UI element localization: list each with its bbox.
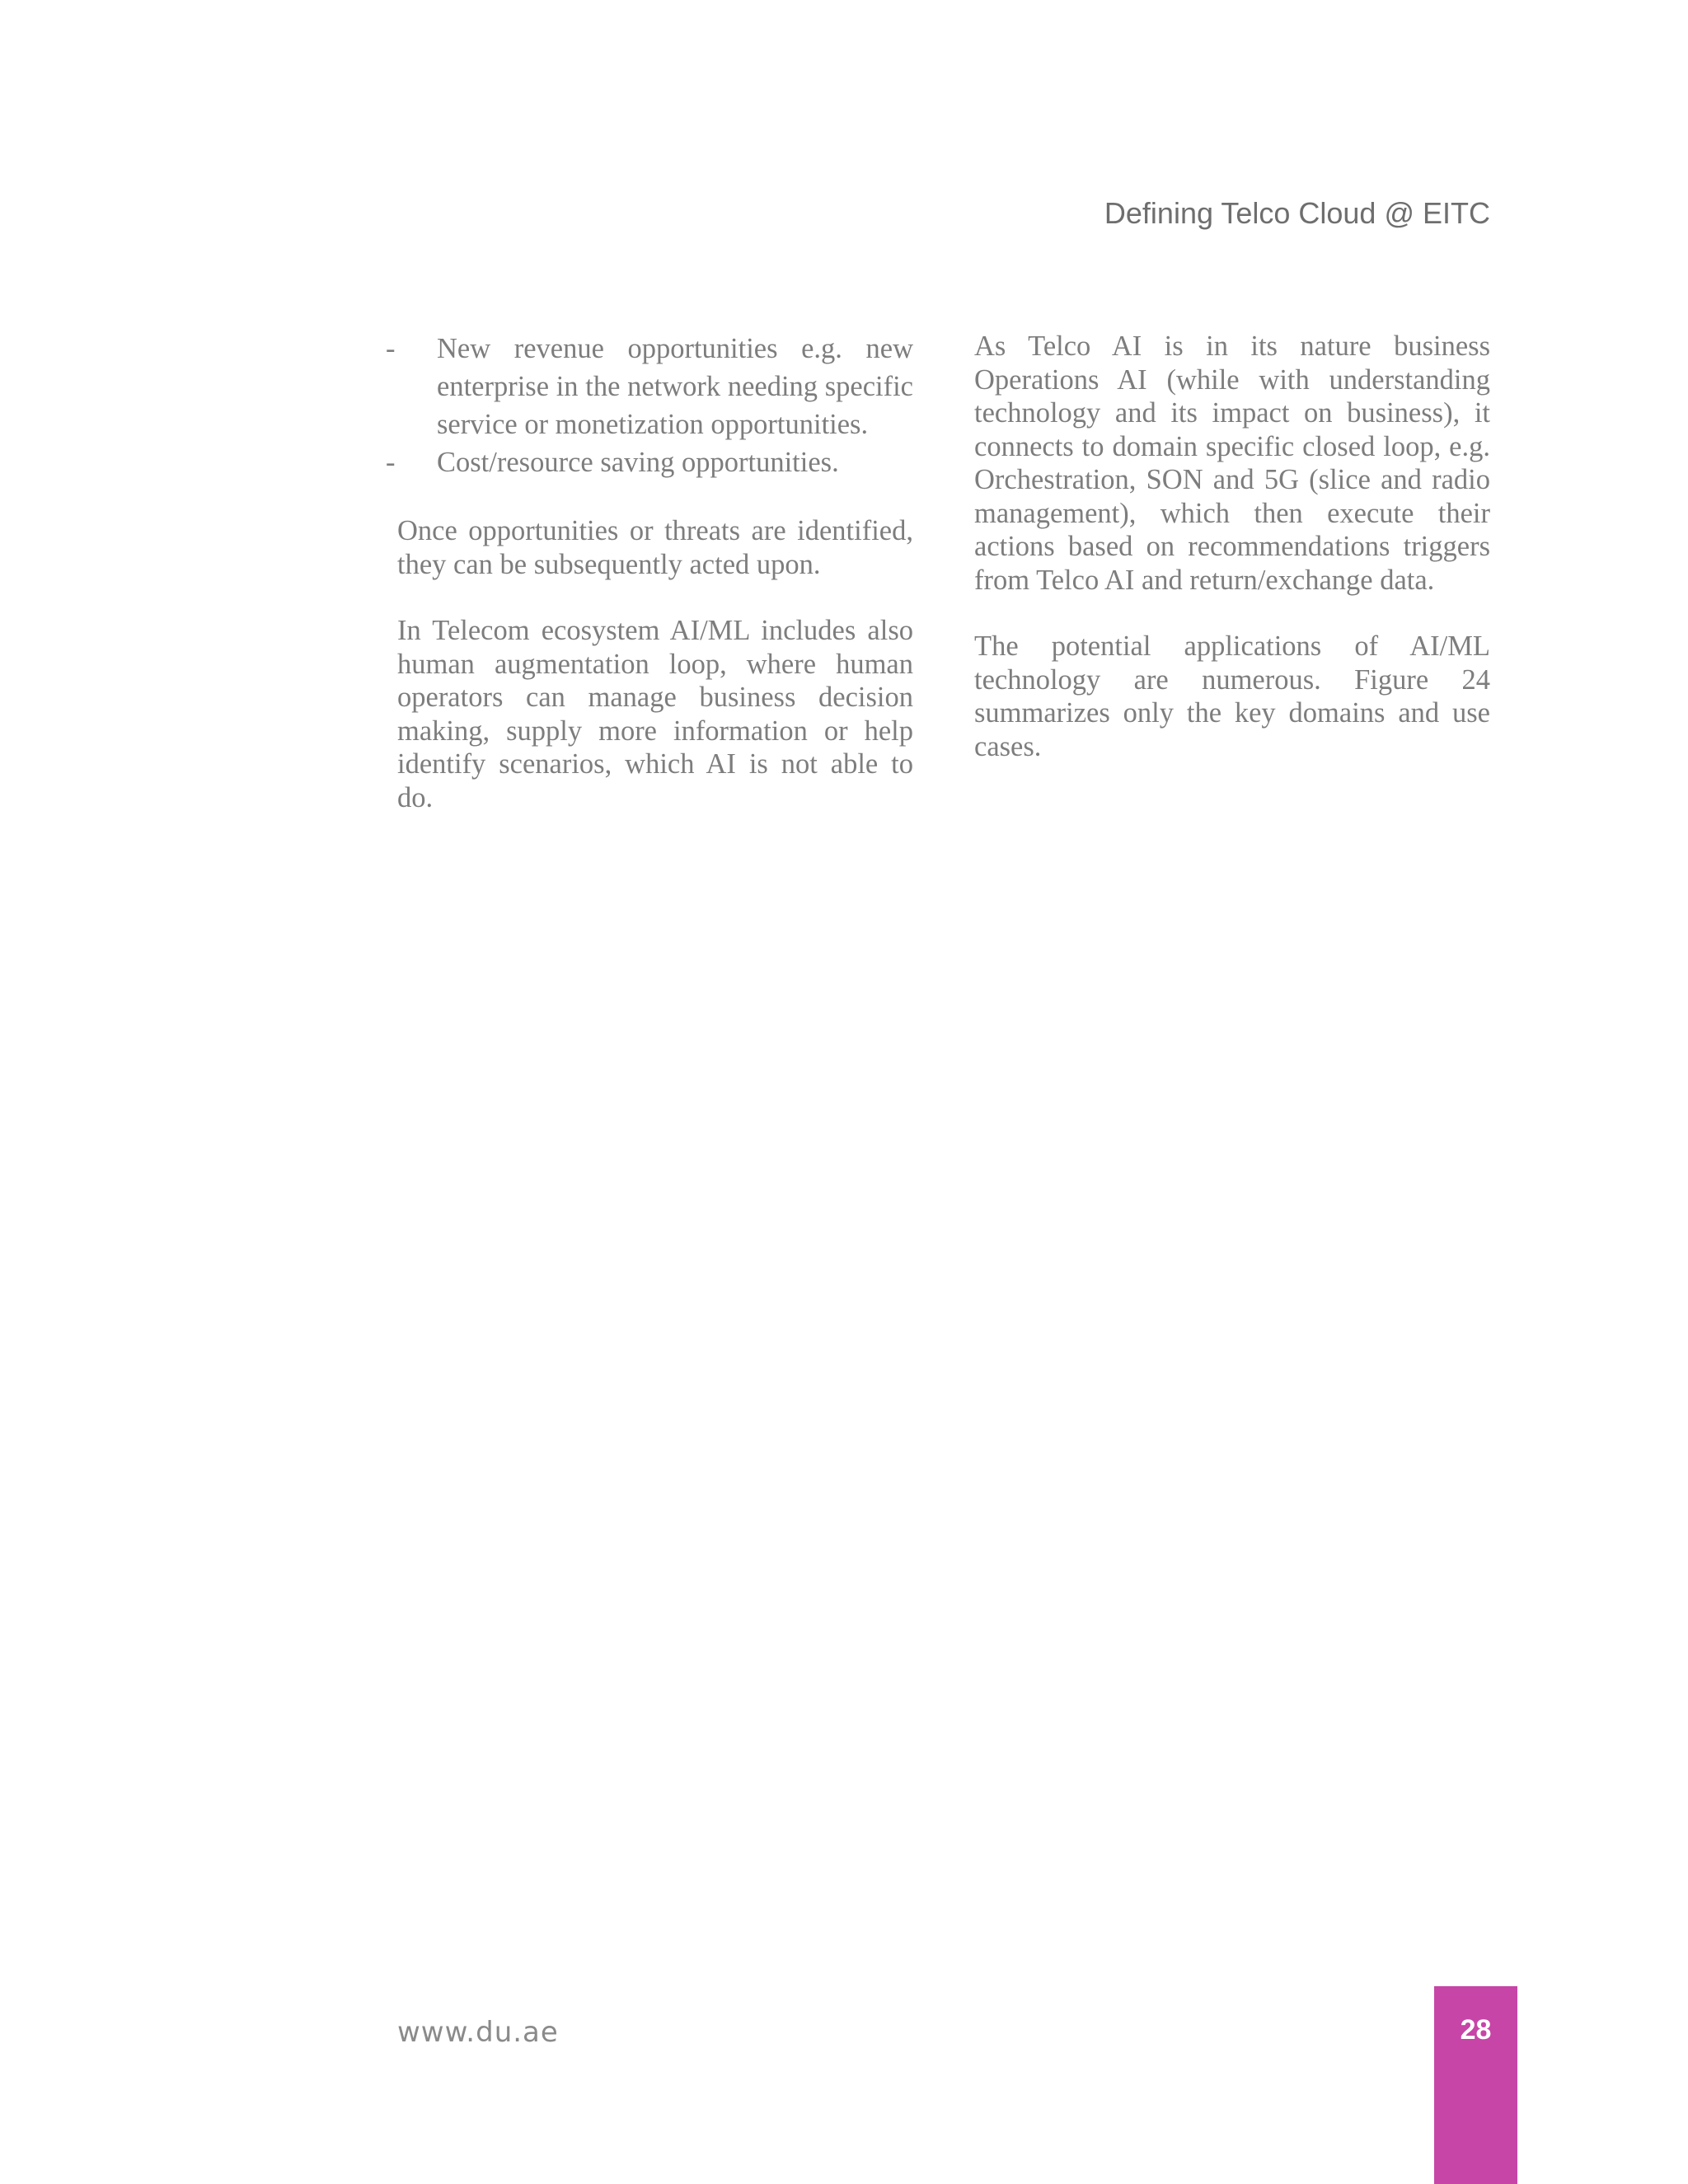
right-text-column bbox=[974, 330, 1490, 763]
footer-url: www.du.ae bbox=[397, 2016, 559, 2049]
running-header-title: Defining Telco Cloud @ EITC bbox=[1104, 196, 1490, 230]
bullet-dash: - bbox=[386, 333, 396, 364]
bullet-item-revenue bbox=[386, 330, 913, 443]
page-number-tab bbox=[1434, 1986, 1517, 2184]
paragraph-applications: The potential applications of AI/ML technology are numerous. Figure 24 summarizes only the key domains and use cases. bbox=[974, 630, 1490, 762]
bullet-text: New revenue opportunities e.g. new enterprise in the network needing specific service or monetization opportunities. bbox=[437, 333, 913, 440]
paragraph-opportunities: Once opportunities or threats are identified, they can be subsequently acted upon. bbox=[397, 515, 913, 580]
left-text-column bbox=[386, 330, 913, 814]
page-number: 28 bbox=[1460, 2014, 1492, 2046]
bullet-dash: - bbox=[386, 447, 396, 478]
bullet-list bbox=[386, 330, 913, 481]
paragraph-human-augmentation: In Telecom ecosystem AI/ML includes also human augmentation loop, where human operators can manage business decision making, supply more information or help identify scenarios, which AI is not able to do. bbox=[397, 615, 913, 813]
bullet-text: Cost/resource saving opportunities. bbox=[437, 447, 839, 478]
bullet-item-cost-saving bbox=[386, 443, 913, 481]
paragraph-telco-ai: As Telco AI is in its nature business Operations AI (while with understanding technology and its impact on business), it connects to domain specific closed loop, e.g. Orchestration, SON and 5G (slice and radio management), which then execute their actions based on recommendations triggers from Telco AI and return/exchange data. bbox=[974, 330, 1490, 596]
